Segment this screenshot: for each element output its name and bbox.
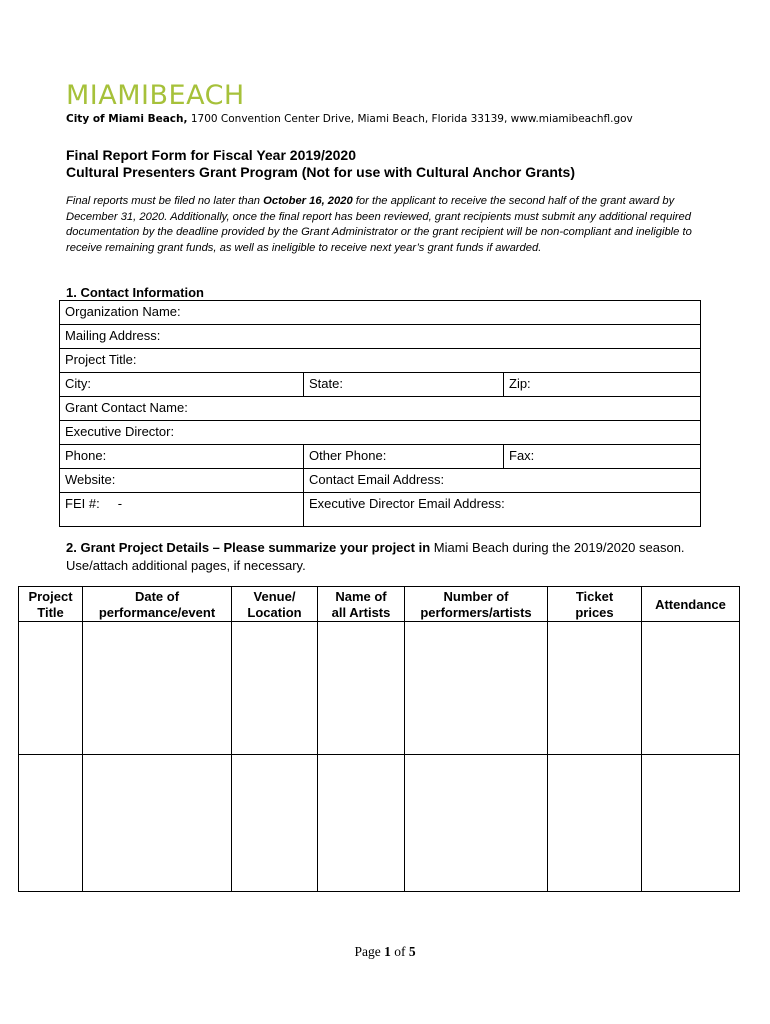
contact-section-heading: 1. Contact Information bbox=[66, 285, 204, 300]
column-header: Project Title bbox=[19, 587, 83, 622]
table-cell[interactable] bbox=[642, 755, 740, 892]
state-field[interactable] bbox=[304, 373, 504, 397]
table-cell[interactable] bbox=[405, 755, 548, 892]
table-cell[interactable] bbox=[405, 622, 548, 755]
intro-part2: for the applicant to receive the second half of the grant award by December 31, 2020. Additionally, once the final report has been reviewed, grant recipients must submit any additional required documentation by the deadline provided by the Grant Administrator or the grant recipient will be non-compliant and ineligible to receive remaining grant funds, as well as ineligible to receive next year’s grant funds if awarded. bbox=[66, 195, 692, 254]
table-cell[interactable] bbox=[83, 622, 232, 755]
state-label: State: bbox=[309, 376, 343, 391]
project-title-field[interactable] bbox=[60, 349, 701, 373]
project-details-table bbox=[18, 586, 740, 892]
organization-name-field[interactable] bbox=[60, 301, 701, 325]
city-label: City: bbox=[65, 376, 91, 391]
zip-label: Zip: bbox=[509, 376, 531, 391]
grant-contact-name-label: Grant Contact Name: bbox=[65, 400, 188, 415]
city-label: City of Miami Beach, bbox=[66, 113, 188, 125]
column-header: Attendance bbox=[642, 587, 740, 622]
column-header: Date of performance/event bbox=[83, 587, 232, 622]
fax-field[interactable] bbox=[504, 445, 701, 469]
project-details-heading-bold: 2. Grant Project Details – Please summarize your project in bbox=[66, 540, 431, 555]
table-cell[interactable] bbox=[318, 755, 405, 892]
executive-director-email-label: Executive Director Email Address: bbox=[309, 496, 505, 511]
column-header: Number of performers/artists bbox=[405, 587, 548, 622]
of-word: of bbox=[394, 944, 406, 959]
mailing-address-field[interactable] bbox=[60, 325, 701, 349]
table-cell[interactable] bbox=[232, 755, 318, 892]
contact-email-label: Contact Email Address: bbox=[309, 472, 445, 487]
table-cell[interactable] bbox=[232, 622, 318, 755]
project-title-label: Project Title: bbox=[65, 352, 137, 367]
table-row bbox=[19, 622, 740, 755]
table-cell[interactable] bbox=[548, 755, 642, 892]
project-details-heading-rest: Miami Beach during the 2019/2020 season. Use/attach additional pages, if necessary. bbox=[66, 540, 685, 573]
table-cell[interactable] bbox=[83, 755, 232, 892]
mailing-address-label: Mailing Address: bbox=[65, 328, 161, 343]
executive-director-label: Executive Director: bbox=[65, 424, 175, 439]
contact-info-table bbox=[59, 300, 701, 527]
phone-field[interactable] bbox=[60, 445, 304, 469]
form-title: Final Report Form for Fiscal Year 2019/2020 bbox=[66, 147, 356, 163]
table-cell[interactable] bbox=[19, 622, 83, 755]
logo-text-beach: BEACH bbox=[149, 80, 245, 111]
city-field[interactable] bbox=[60, 373, 304, 397]
form-subtitle: Cultural Presenters Grant Program (Not for use with Cultural Anchor Grants) bbox=[66, 164, 575, 180]
fei-field[interactable] bbox=[60, 493, 304, 527]
miami-beach-logo bbox=[66, 80, 245, 112]
executive-director-field[interactable] bbox=[60, 421, 701, 445]
organization-name-label: Organization Name: bbox=[65, 304, 181, 319]
page-number: 1 bbox=[384, 944, 391, 959]
fei-separator: - bbox=[117, 496, 123, 511]
executive-director-email-field[interactable] bbox=[304, 493, 701, 527]
column-header: Name of all Artists bbox=[318, 587, 405, 622]
contact-email-field[interactable] bbox=[304, 469, 701, 493]
table-cell[interactable] bbox=[642, 622, 740, 755]
zip-field[interactable] bbox=[504, 373, 701, 397]
table-cell[interactable] bbox=[548, 622, 642, 755]
intro-part1: Final reports must be filed no later than bbox=[66, 195, 264, 207]
column-header: Venue/ Location bbox=[232, 587, 318, 622]
intro-paragraph bbox=[66, 194, 700, 256]
table-cell[interactable] bbox=[318, 622, 405, 755]
logo-text-miami: MIAMI bbox=[66, 80, 150, 111]
website-field[interactable] bbox=[60, 469, 304, 493]
address-text: 1700 Convention Center Drive, Miami Beach, Florida 33139, www.miamibeachfl.gov bbox=[190, 113, 633, 125]
phone-label: Phone: bbox=[65, 448, 107, 463]
page-word: Page bbox=[354, 944, 381, 959]
page-footer bbox=[0, 944, 770, 960]
grant-contact-name-field[interactable] bbox=[60, 397, 701, 421]
project-details-header-row bbox=[19, 587, 740, 622]
intro-deadline: October 16, 2020 bbox=[263, 195, 353, 207]
column-header: Ticket prices bbox=[548, 587, 642, 622]
fax-label: Fax: bbox=[509, 448, 535, 463]
project-details-heading bbox=[66, 539, 706, 574]
table-row bbox=[19, 755, 740, 892]
page-total: 5 bbox=[408, 944, 416, 959]
other-phone-label: Other Phone: bbox=[309, 448, 387, 463]
fei-label: FEI #: bbox=[65, 496, 100, 511]
other-phone-field[interactable] bbox=[304, 445, 504, 469]
website-label: Website: bbox=[65, 472, 116, 487]
table-cell[interactable] bbox=[19, 755, 83, 892]
header-address bbox=[66, 113, 633, 125]
